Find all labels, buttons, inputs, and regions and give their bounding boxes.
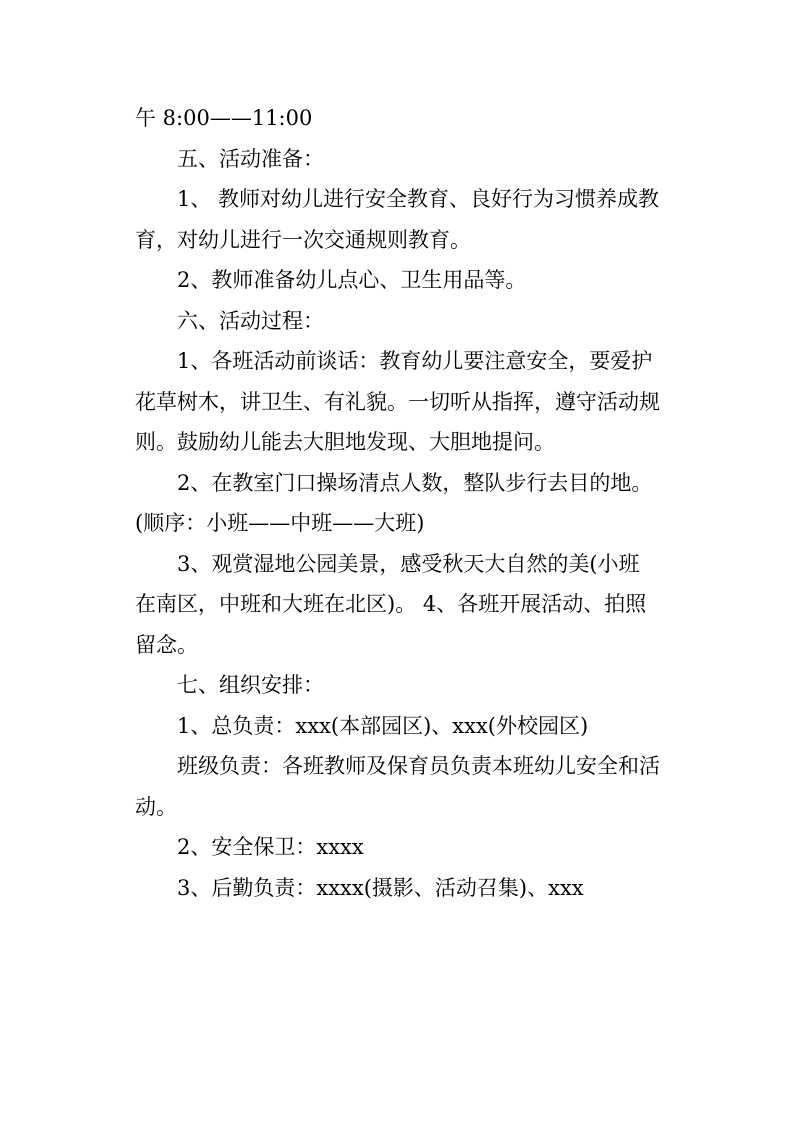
document-body: [135, 98, 660, 908]
process-item-1-paragraph: 1、各班活动前谈话：教育幼儿要注意安全，要爱护花草树木，讲卫生、有礼貌。一切听从指挥，遵守活动规则。鼓励幼儿能去大胆地发现、大胆地提问。: [135, 349, 660, 454]
prep-item-2-paragraph: 2、教师准备幼儿点心、卫生用品等。: [177, 268, 527, 292]
section-6-heading: 六、活动过程：: [177, 308, 324, 333]
org-class-lead-paragraph: 班级负责：各班教师及保育员负责本班幼儿安全和活动。: [135, 754, 660, 819]
process-item-3-paragraph: 3、观赏湿地公园美景，感受秋天大自然的美(小班在南区，中班和大班在北区)。 4、各班开展活动、拍照留念。: [135, 551, 647, 657]
org-item-1-paragraph: 1、总负责：xxx(本部园区)、xxx(外校园区): [177, 713, 589, 738]
section-5-heading: 五、活动准备：: [177, 146, 324, 171]
prep-item-1-paragraph: 1、 教师对幼儿进行安全教育、良好行为习惯养成教育，对幼儿进行一次交通规则教育。: [135, 187, 660, 252]
time-continuation-paragraph: 午 8:00——11:00: [135, 106, 313, 130]
org-item-2-paragraph: 2、安全保卫：xxxx: [177, 835, 364, 859]
section-7-heading: 七、组织安排：: [177, 673, 324, 697]
org-item-3-paragraph: 3、后勤负责：xxxx(摄影、活动召集)、xxx: [177, 875, 584, 900]
process-item-2-paragraph: 2、在教室门口操场清点人数，整队步行去目的地。(顺序：小班——中班——大班): [135, 470, 653, 535]
